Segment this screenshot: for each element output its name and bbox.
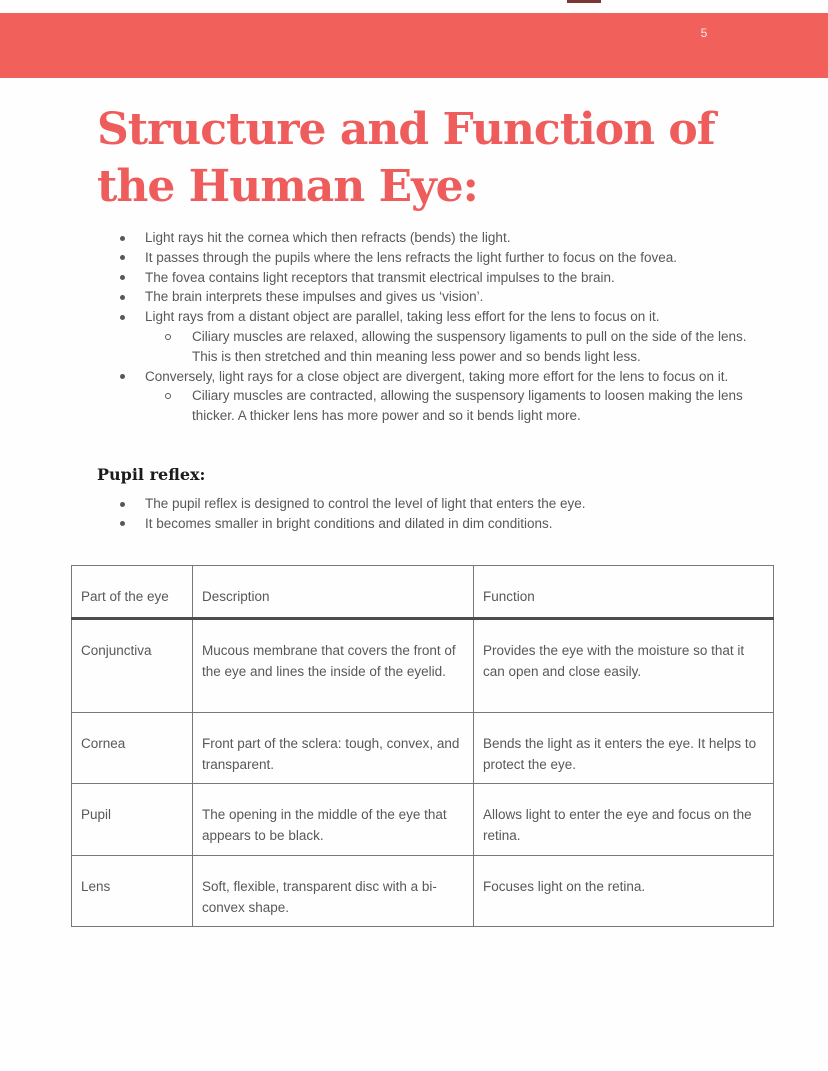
bullet-circle-icon	[165, 393, 171, 399]
bullet-text: Ciliary muscles are contracted, allowing the suspensory ligaments to loosen making the lens thicker. A thicker lens has more power and so it bends light more.	[192, 388, 743, 424]
bullet-dot-icon	[120, 255, 125, 260]
bullet-item	[97, 386, 747, 426]
table-cell: Soft, flexible, transparent disc with a bi-convex shape.	[193, 856, 474, 927]
table-cell: Bends the light as it enters the eye. It helps to protect the eye.	[474, 713, 774, 784]
table-column-header: Description	[193, 566, 474, 619]
table-row	[72, 619, 774, 713]
table-column-header: Function	[474, 566, 774, 619]
bullet-item	[97, 327, 747, 367]
bullet-dot-icon	[120, 502, 125, 507]
bullet-text: Light rays from a distant object are parallel, taking less effort for the lens to focus on it.	[145, 309, 660, 325]
bullet-item	[97, 367, 747, 387]
table-cell: Focuses light on the retina.	[474, 856, 774, 927]
table-cell: Conjunctiva	[72, 619, 193, 713]
title-line-1: Structure and Function of	[97, 104, 715, 155]
table-column-header: Part of the eye	[72, 566, 193, 619]
table-cell: The opening in the middle of the eye that appears to be black.	[193, 784, 474, 856]
bullet-item	[97, 514, 747, 534]
bullet-dot-icon	[120, 236, 125, 241]
bullet-text: Conversely, light rays for a close object are divergent, taking more effort for the lens to focus on it.	[145, 368, 729, 384]
bullet-item	[97, 494, 747, 514]
table-cell: Mucous membrane that covers the front of the eye and lines the inside of the eyelid.	[193, 619, 474, 713]
bullet-dot-icon	[120, 315, 125, 320]
bullet-item	[97, 228, 747, 248]
bullet-item	[97, 248, 747, 268]
bullet-text: Light rays hit the cornea which then refracts (bends) the light.	[145, 230, 511, 245]
table-row	[72, 784, 774, 856]
page-edge-artifact	[567, 0, 601, 3]
table-row	[72, 713, 774, 784]
eye-parts-table	[71, 565, 774, 927]
bullet-text: It becomes smaller in bright conditions and dilated in dim conditions.	[145, 515, 553, 531]
bullet-item	[97, 307, 747, 327]
pupil-reflex-heading: Pupil reflex:	[97, 465, 206, 484]
bullet-dot-icon	[120, 275, 125, 280]
title-line-2: the Human Eye:	[97, 161, 478, 212]
bullet-text: The pupil reflex is designed to control the level of light that enters the eye.	[145, 496, 586, 511]
bullet-item	[97, 287, 747, 307]
page-number: 5	[700, 26, 708, 40]
bullet-item	[97, 268, 747, 288]
table-cell: Cornea	[72, 713, 193, 784]
pupil-reflex-bullet-list	[97, 494, 747, 534]
bullet-dot-icon	[120, 374, 125, 379]
intro-bullet-list	[97, 228, 747, 426]
table-cell: Provides the eye with the moisture so that it can open and close easily.	[474, 619, 774, 713]
table-cell: Pupil	[72, 784, 193, 856]
table-cell: Lens	[72, 856, 193, 927]
bullet-dot-icon	[120, 295, 125, 300]
bullet-text: It passes through the pupils where the lens refracts the light further to focus on the fovea.	[145, 249, 678, 265]
page-title	[97, 101, 757, 215]
bullet-dot-icon	[120, 521, 125, 526]
table-header-row	[72, 566, 774, 619]
bullet-circle-icon	[165, 334, 171, 340]
bullet-text: The fovea contains light receptors that transmit electrical impulses to the brain.	[145, 269, 615, 285]
bullet-text: The brain interprets these impulses and gives us ‘vision’.	[145, 289, 484, 305]
header-band	[0, 13, 828, 78]
table-row	[72, 856, 774, 927]
table-cell: Allows light to enter the eye and focus on the retina.	[474, 784, 774, 856]
bullet-text: Ciliary muscles are relaxed, allowing the suspensory ligaments to pull on the side of the lens. This is then stretched and thin meaning less power and so bends light less.	[192, 328, 747, 364]
table-cell: Front part of the sclera: tough, convex, and transparent.	[193, 713, 474, 784]
